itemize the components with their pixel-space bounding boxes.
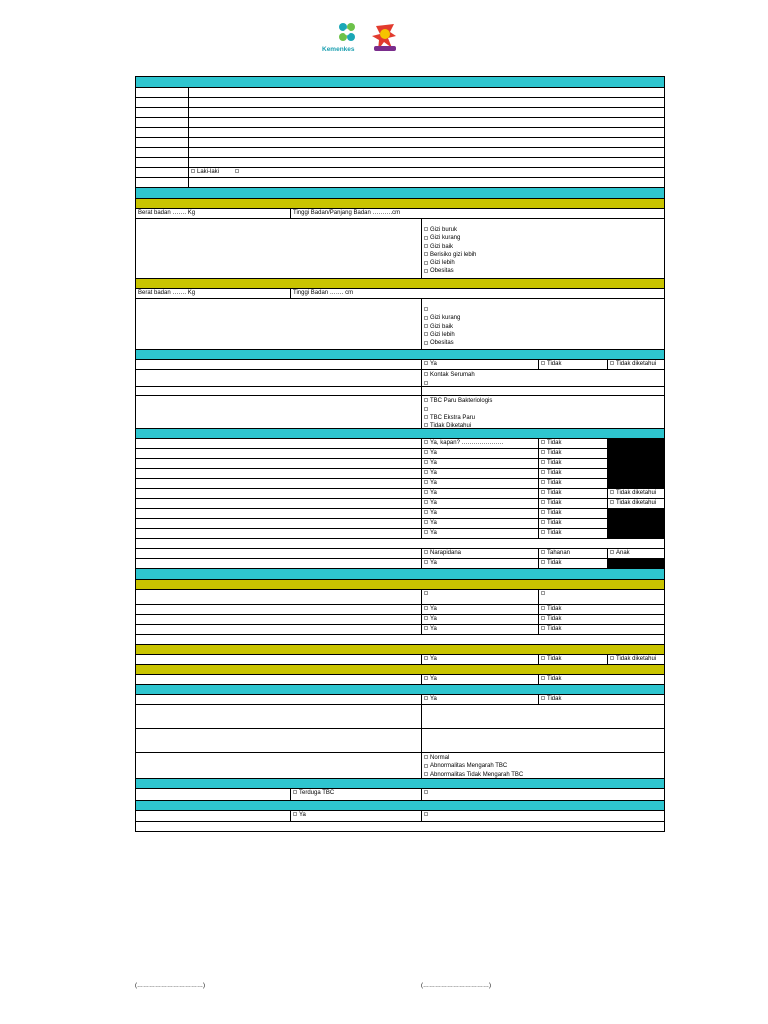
- option-label: Tidak diketahui: [616, 500, 657, 506]
- form-row: [136, 822, 664, 832]
- option-label: Terduga TBC: [299, 790, 335, 796]
- checkbox[interactable]: [424, 560, 428, 564]
- symptom-row: [136, 499, 664, 509]
- checkbox[interactable]: [541, 490, 545, 494]
- option-label: Tidak: [547, 440, 562, 446]
- checkbox[interactable]: [424, 772, 428, 776]
- option-label: Abnormalitas Tidak Mengarah TBC: [430, 771, 524, 778]
- blocked-cell: [607, 519, 664, 528]
- option-label: Ya: [430, 676, 437, 682]
- checkbox[interactable]: [610, 490, 614, 494]
- option-label: Ya: [430, 626, 437, 632]
- nutrition-option: [424, 226, 662, 234]
- checkbox[interactable]: [541, 440, 545, 444]
- option-label: Tidak: [547, 510, 562, 516]
- checkbox[interactable]: [424, 480, 428, 484]
- blocked-cell: [607, 449, 664, 458]
- checkbox[interactable]: [424, 520, 428, 524]
- checkbox[interactable]: [424, 470, 428, 474]
- symptom-row: [136, 695, 664, 705]
- checkbox[interactable]: [424, 269, 428, 273]
- option-label: Obesitas: [430, 268, 454, 275]
- symptom-row: [136, 459, 664, 469]
- checkbox[interactable]: [235, 169, 239, 173]
- option: [424, 422, 662, 428]
- signature-left: (……………………………): [135, 983, 205, 989]
- form-row: [136, 128, 664, 138]
- checkbox[interactable]: [424, 324, 428, 328]
- option-label: Tidak Diketahui: [430, 422, 472, 428]
- checkbox[interactable]: [424, 415, 428, 419]
- checkbox[interactable]: [541, 676, 545, 680]
- option-label: Kontak Serumah: [430, 372, 475, 378]
- checkbox[interactable]: [191, 169, 195, 173]
- contact-row: [136, 360, 664, 370]
- checkbox[interactable]: [424, 261, 428, 265]
- option-label: Ya: [430, 520, 437, 526]
- option-label: Ya, kapan? …………………: [430, 440, 504, 446]
- option-label: Tidak: [547, 606, 562, 612]
- referral-row: [136, 811, 664, 822]
- checkbox[interactable]: [424, 407, 428, 411]
- checkbox[interactable]: [424, 606, 428, 610]
- checkbox[interactable]: [541, 591, 545, 595]
- xray-result-row: [136, 753, 664, 779]
- option-label: Ya: [430, 450, 437, 456]
- option: [424, 379, 662, 386]
- symptom-row: [136, 449, 664, 459]
- checkbox[interactable]: [424, 764, 428, 768]
- checkbox[interactable]: [610, 361, 614, 365]
- blocked-cell: [607, 469, 664, 478]
- checkbox[interactable]: [424, 361, 428, 365]
- option-label: Tidak diketahui: [616, 490, 657, 496]
- option-label: Abnormalitas Mengarah TBC: [430, 763, 508, 770]
- option-label: Ya: [299, 812, 306, 818]
- checkbox[interactable]: [293, 812, 297, 816]
- option-label: Tidak: [547, 361, 562, 367]
- option-label: Tidak: [547, 696, 562, 702]
- blocked-cell: [607, 559, 664, 568]
- section-header-bar: [136, 77, 664, 88]
- checkbox[interactable]: [424, 490, 428, 494]
- option-label: Tidak: [547, 480, 562, 486]
- blocked-cell: [607, 529, 664, 538]
- checkbox[interactable]: [293, 790, 297, 794]
- nutrition-option: [424, 267, 662, 275]
- option-label: Berisiko gizi lebih: [430, 251, 477, 258]
- option-label: TBC Ekstra Paru: [430, 414, 476, 421]
- form-row: [136, 118, 664, 128]
- weight-height-row: [136, 289, 664, 299]
- symptom-row: [136, 675, 664, 685]
- checkbox[interactable]: [424, 252, 428, 256]
- option-label: Ya: [430, 460, 437, 466]
- nutrition-option: [424, 243, 662, 251]
- nutrition-status-row: [136, 219, 664, 279]
- checkbox[interactable]: [541, 460, 545, 464]
- checkbox[interactable]: [424, 510, 428, 514]
- nutrition-option: [424, 251, 662, 259]
- form-row: [136, 138, 664, 148]
- option-label: Ya: [430, 616, 437, 622]
- option-label: Tidak: [547, 500, 562, 506]
- checkbox[interactable]: [541, 616, 545, 620]
- subsection-header-bar: [136, 665, 664, 675]
- checkbox[interactable]: [424, 450, 428, 454]
- option: [424, 762, 662, 770]
- symptom-row: [136, 519, 664, 529]
- gender-row: [136, 168, 664, 178]
- option-label: Ya: [430, 490, 437, 496]
- screening-form: [135, 76, 665, 832]
- symptom-row: [136, 509, 664, 519]
- checkbox[interactable]: [541, 530, 545, 534]
- option: [424, 397, 662, 405]
- checkbox[interactable]: [541, 606, 545, 610]
- section-header-bar: [136, 779, 664, 789]
- checkbox[interactable]: [541, 560, 545, 564]
- nutrition-option: [424, 234, 662, 242]
- gender-male-label: Laki-laki: [197, 169, 220, 175]
- symptom-row: [136, 479, 664, 489]
- checkbox[interactable]: [424, 755, 428, 759]
- option-label: Tidak diketahui: [616, 361, 657, 367]
- height-field: Tinggi Badan/Panjang Badan ……….cm: [290, 209, 664, 218]
- option-label: Gizi lebih: [430, 260, 455, 267]
- section-header-bar: [136, 569, 664, 580]
- option-label: Anak: [616, 550, 630, 556]
- option-label: Tidak: [547, 530, 562, 536]
- option-label: Ya: [430, 480, 437, 486]
- checkbox[interactable]: [424, 460, 428, 464]
- symptom-row: [136, 615, 664, 625]
- option-label: Tidak: [547, 616, 562, 622]
- blocked-cell: [607, 509, 664, 518]
- symptom-row: [136, 439, 664, 449]
- option-label: Tidak: [547, 560, 562, 566]
- option-label: Normal: [430, 755, 450, 761]
- blocked-cell: [607, 479, 664, 488]
- kemenkes-logo-icon: [334, 22, 360, 44]
- option-label: Tidak: [547, 450, 562, 456]
- form-row: [136, 108, 664, 118]
- nutrition-option: [424, 339, 662, 347]
- checkbox[interactable]: [424, 236, 428, 240]
- section-header-bar: [136, 188, 664, 199]
- option-label: Gizi baik: [430, 323, 454, 330]
- checkbox[interactable]: [424, 591, 428, 595]
- checkbox[interactable]: [424, 244, 428, 248]
- checkbox[interactable]: [424, 696, 428, 700]
- checkbox[interactable]: [541, 550, 545, 554]
- checkbox[interactable]: [424, 227, 428, 231]
- signature-right: (……………………………): [421, 983, 491, 989]
- option-label: Tidak: [547, 656, 562, 662]
- form-row: [136, 590, 664, 605]
- checkbox[interactable]: [541, 480, 545, 484]
- option-label: Gizi kurang: [430, 235, 461, 242]
- checkbox[interactable]: [541, 470, 545, 474]
- section-header-bar: [136, 429, 664, 439]
- symptom-row: [136, 655, 664, 665]
- section-header-bar: [136, 685, 664, 695]
- option: [424, 405, 662, 413]
- symptom-row: [136, 605, 664, 615]
- checkbox[interactable]: [424, 381, 428, 385]
- checkbox[interactable]: [424, 341, 428, 345]
- weight-field: Berat badan ……. Kg: [138, 290, 196, 296]
- option-label: Tidak diketahui: [616, 656, 657, 662]
- checkbox[interactable]: [424, 530, 428, 534]
- option-label: Ya: [430, 606, 437, 612]
- checkbox[interactable]: [424, 307, 428, 311]
- form-row: [136, 178, 664, 188]
- checkbox[interactable]: [541, 450, 545, 454]
- form-row: [136, 705, 664, 729]
- subsection-header-bar: [136, 645, 664, 655]
- form-row: [136, 635, 664, 645]
- option-label: Ya: [430, 470, 437, 476]
- section-header-bar: [136, 350, 664, 360]
- height-field: Tinggi Badan ……. cm: [290, 289, 664, 298]
- checkbox[interactable]: [424, 500, 428, 504]
- option-label: Gizi buruk: [430, 227, 458, 233]
- option: [424, 771, 662, 778]
- option-label: Tidak: [547, 676, 562, 682]
- checkbox[interactable]: [424, 616, 428, 620]
- subsection-header-bar: [136, 279, 664, 289]
- option-label: Tidak: [547, 470, 562, 476]
- checkbox[interactable]: [424, 812, 428, 816]
- checkbox[interactable]: [424, 790, 428, 794]
- option-label: Ya: [430, 530, 437, 536]
- option-label: Ya: [430, 656, 437, 662]
- blocked-cell: [607, 439, 664, 448]
- form-row: [136, 158, 664, 168]
- subsection-header-bar: [136, 580, 664, 590]
- section-header-bar: [136, 801, 664, 811]
- checkbox[interactable]: [541, 500, 545, 504]
- conclusion-row: [136, 789, 664, 801]
- inmate-row: [136, 549, 664, 559]
- symptom-row: [136, 469, 664, 479]
- nutrition-status-row: [136, 299, 664, 350]
- option-label: Gizi lebih: [430, 331, 455, 338]
- form-row: [136, 98, 664, 108]
- form-row: [136, 539, 664, 549]
- nutrition-option: [424, 331, 662, 339]
- mascot-logo-icon: [370, 22, 400, 54]
- nutrition-option: [424, 314, 662, 322]
- nutrition-option: [424, 306, 662, 314]
- option-label: Tidak: [547, 460, 562, 466]
- option-label: Narapidana: [430, 550, 462, 556]
- option-label: Gizi kurang: [430, 315, 461, 322]
- checkbox[interactable]: [541, 510, 545, 514]
- checkbox[interactable]: [541, 626, 545, 630]
- option-label: Tidak: [547, 520, 562, 526]
- checkbox[interactable]: [610, 500, 614, 504]
- option: [424, 754, 662, 762]
- checkbox[interactable]: [424, 440, 428, 444]
- checkbox[interactable]: [541, 361, 545, 365]
- option-label: Tidak: [547, 626, 562, 632]
- checkbox[interactable]: [424, 423, 428, 427]
- option-label: Tidak: [547, 490, 562, 496]
- option-label: Gizi baik: [430, 243, 454, 250]
- option-label: TBC Paru Bakteriologis: [430, 398, 493, 404]
- checkbox[interactable]: [424, 676, 428, 680]
- symptom-row: [136, 529, 664, 539]
- checkbox[interactable]: [610, 550, 614, 554]
- checkbox[interactable]: [424, 372, 428, 376]
- checkbox[interactable]: [610, 656, 614, 660]
- option-label: Ya: [430, 696, 437, 702]
- blocked-cell: [607, 459, 664, 468]
- checkbox[interactable]: [424, 550, 428, 554]
- checkbox[interactable]: [424, 626, 428, 630]
- option-label: Ya: [430, 361, 437, 367]
- checkbox[interactable]: [424, 316, 428, 320]
- contact-type-row: [136, 370, 664, 387]
- checkbox[interactable]: [541, 656, 545, 660]
- header-logos: [322, 22, 406, 56]
- option: [424, 371, 662, 379]
- nutrition-option: [424, 323, 662, 331]
- option-label: Tahanan: [547, 550, 571, 556]
- tbc-type-row: [136, 396, 664, 429]
- checkbox[interactable]: [424, 332, 428, 336]
- weight-height-row: [136, 209, 664, 219]
- checkbox[interactable]: [424, 398, 428, 402]
- symptom-row: [136, 489, 664, 499]
- symptom-row: [136, 559, 664, 569]
- nutrition-option: [424, 259, 662, 267]
- symptom-row: [136, 625, 664, 635]
- form-row: [136, 729, 664, 753]
- subsection-header-bar: [136, 199, 664, 209]
- checkbox[interactable]: [424, 656, 428, 660]
- checkbox[interactable]: [541, 520, 545, 524]
- weight-field: Berat badan ……. Kg: [138, 210, 196, 216]
- form-row: [136, 387, 664, 396]
- option-label: Ya: [430, 510, 437, 516]
- option-label: Ya: [430, 500, 437, 506]
- form-row: [136, 88, 664, 98]
- option: [424, 414, 662, 422]
- checkbox[interactable]: [541, 696, 545, 700]
- option-label: Ya: [430, 560, 437, 566]
- form-row: [136, 148, 664, 158]
- kemenkes-logo-text: Kemenkes: [322, 46, 355, 53]
- option-label: Obesitas: [430, 340, 454, 347]
